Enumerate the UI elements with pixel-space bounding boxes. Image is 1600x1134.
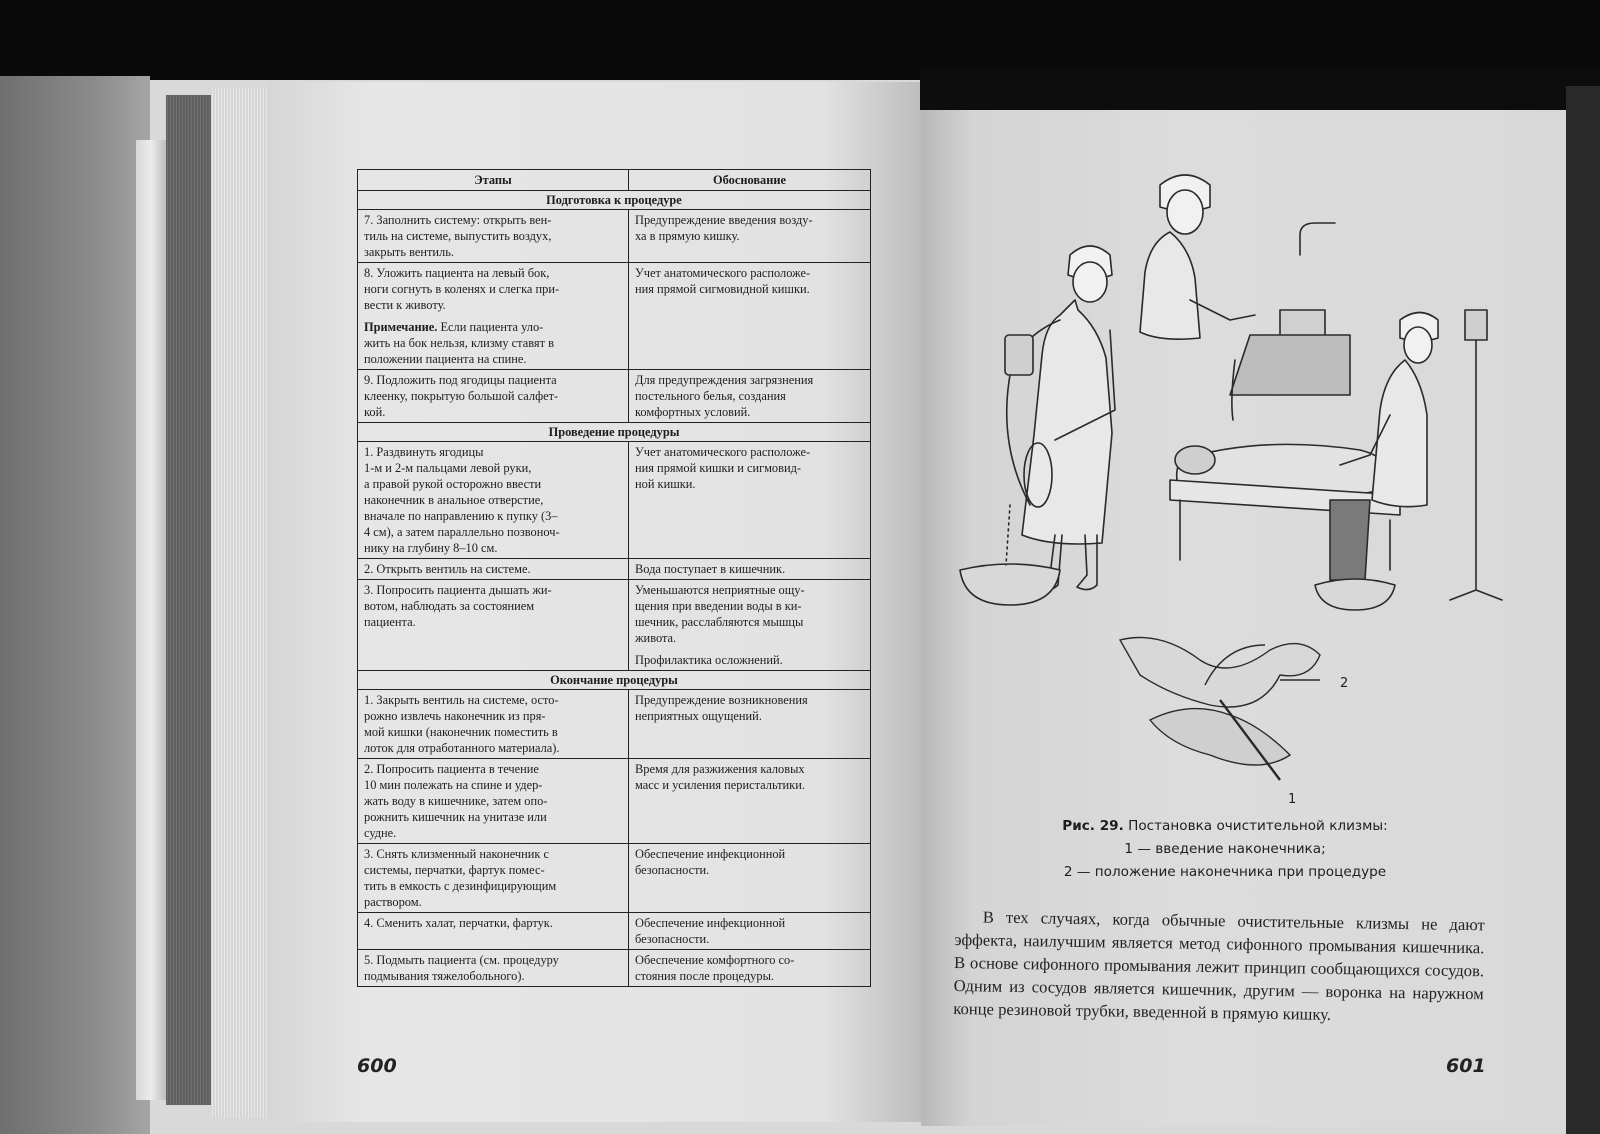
note-line: жить на бок нельзя, клизму ставят в	[364, 336, 554, 350]
stage-line: жать воду в кишечнике, затем опо-	[364, 794, 548, 808]
table-row	[358, 759, 871, 844]
table-row	[358, 913, 871, 950]
rationale-line: щения при введении воды в ки-	[635, 599, 802, 613]
rationale-cell	[629, 690, 871, 759]
table-row	[358, 370, 871, 423]
stage-line: 1. Раздвинуть ягодицы	[364, 445, 484, 459]
caption-line-1: 1 — введение наконечника;	[1124, 841, 1326, 857]
stage-cell	[358, 913, 629, 950]
stage-cell	[358, 844, 629, 913]
rationale-line: Обеспечение комфортного со-	[635, 953, 795, 967]
table-row	[358, 950, 871, 987]
rationale-line: Предупреждение введения возду-	[635, 213, 813, 227]
stage-line: тиль на системе, выпустить воздух,	[364, 229, 552, 243]
rationale-line: масс и усиления перистальтики.	[635, 778, 805, 792]
body-paragraph	[953, 905, 1485, 1028]
rationale-cell	[629, 559, 871, 580]
rationale-line: Профилактика осложнений.	[635, 653, 783, 667]
rationale-line: шечник, расслабляются мышцы	[635, 615, 804, 629]
stage-cell	[358, 370, 629, 423]
body-paragraph-text: В тех случаях, когда обычные очистительные клизмы не дают эффекта, наилучшим является метод сифонного промывания кишечника. В основе сифонного промывания лежит принцип сообщающихся сосудов. Одним из сосудов является кишечник, другим — воронка на наружном конце резиновой трубки, введенной в прямую кишку.	[953, 907, 1485, 1024]
stage-line: 2. Открыть вентиль на системе.	[364, 562, 531, 576]
stage-cell	[358, 759, 629, 844]
stage-line: 8. Уложить пациента на левый бок,	[364, 266, 550, 280]
book-spine-strip	[136, 140, 166, 1100]
figure-caption	[1000, 815, 1450, 884]
stage-cell	[358, 580, 629, 671]
rationale-line: ха в прямую кишку.	[635, 229, 740, 243]
table-row	[358, 844, 871, 913]
stage-cell	[358, 263, 629, 370]
table-row	[358, 263, 871, 370]
caption-line-2: 2 — положение наконечника при процедуре	[1063, 864, 1387, 880]
stage-line: кой.	[364, 405, 386, 419]
stage-line: рожнить кишечник на унитазе или	[364, 810, 547, 824]
table-section-title: Подготовка к процедуре	[358, 191, 871, 210]
rationale-cell	[629, 950, 871, 987]
rationale-cell	[629, 759, 871, 844]
table-row	[358, 690, 871, 759]
stage-line: системы, перчатки, фартук помес-	[364, 863, 545, 877]
stage-line: 10 мин полежать на спине и удер-	[364, 778, 543, 792]
stage-line: 1-м и 2-м пальцами левой руки,	[364, 461, 532, 475]
rationale-cell	[629, 442, 871, 559]
stage-line: а правой рукой осторожно ввести	[364, 477, 542, 491]
rationale-line: Для предупреждения загрязнения	[635, 373, 814, 387]
stage-cell	[358, 210, 629, 263]
rationale-line: стояния после процедуры.	[635, 969, 774, 983]
table-row	[358, 210, 871, 263]
stage-line: 3. Попросить пациента дышать жи-	[364, 583, 552, 597]
rationale-line: постельного белья, создания	[635, 389, 786, 403]
stage-line: 7. Заполнить систему: открыть вен-	[364, 213, 552, 227]
stage-line: судне.	[364, 826, 397, 840]
table-section-title: Окончание процедуры	[358, 671, 871, 690]
stage-line: 2. Попросить пациента в течение	[364, 762, 539, 776]
background-right-edge	[1566, 86, 1600, 1134]
stage-line: 4. Сменить халат, перчатки, фартук.	[364, 916, 553, 930]
stage-cell	[358, 950, 629, 987]
rationale-cell	[629, 913, 871, 950]
stage-cell	[358, 559, 629, 580]
rationale-line: безопасности.	[635, 863, 710, 877]
note-line: положении пациента на спине.	[364, 352, 527, 366]
stage-line: тить в емкость с дезинфицирующим	[364, 879, 557, 893]
caption-title-bold: Рис. 29.	[1062, 818, 1124, 834]
stage-cell	[358, 690, 629, 759]
rationale-cell	[629, 370, 871, 423]
anatomy-inset	[1120, 638, 1320, 781]
rationale-line: безопасности.	[635, 932, 710, 946]
rationale-cell	[629, 844, 871, 913]
stage-line: вотом, наблюдать за состоянием	[364, 599, 535, 613]
rationale-line: Обеспечение инфекционной	[635, 916, 786, 930]
rationale-line: Обеспечение инфекционной	[635, 847, 786, 861]
page-number-left: 600	[357, 1055, 397, 1077]
stage-line: 9. Подложить под ягодицы пациента	[364, 373, 557, 387]
book-cover-edge	[166, 95, 211, 1105]
rationale-line: ния прямой кишки и сигмовид-	[635, 461, 802, 475]
note-first-line	[364, 319, 622, 335]
patient-figure	[1170, 444, 1400, 610]
stage-line: 1. Закрыть вентиль на системе, осто-	[364, 693, 559, 707]
stage-line: клеенку, покрытую большой салфет-	[364, 389, 559, 403]
stage-line: 3. Снять клизменный наконечник с	[364, 847, 550, 861]
rationale-line: Предупреждение возникновения	[635, 693, 808, 707]
rationale-line: Учет анатомического расположе-	[635, 445, 811, 459]
note-label: Примечание.	[364, 320, 438, 334]
caption-title-rest: Постановка очистительной клизмы:	[1123, 818, 1388, 834]
enema-illustration	[950, 160, 1510, 810]
nurse-left-figure	[960, 246, 1115, 605]
stage-cell	[358, 442, 629, 559]
table-header-rationale: Обоснование	[629, 170, 871, 191]
table-row	[358, 559, 871, 580]
rationale-line: комфортных условий.	[635, 405, 751, 419]
table-row	[358, 580, 871, 671]
rationale-line: ной кишки.	[635, 477, 696, 491]
stage-line: мой кишки (наконечник поместить в	[364, 725, 558, 739]
stage-line: наконечник в анальное отверстие,	[364, 493, 544, 507]
rationale-line: ния прямой сигмовидной кишки.	[635, 282, 810, 296]
stage-line: вести к животу.	[364, 298, 446, 312]
rationale-line: живота.	[635, 631, 677, 645]
stage-line: подмывания тяжелобольного).	[364, 969, 525, 983]
stage-line: 4 см), а затем параллельно позвоноч-	[364, 525, 560, 539]
rationale-cell	[629, 580, 871, 671]
rationale-cell	[629, 263, 871, 370]
rationale-cell	[629, 210, 871, 263]
book-page-stack	[211, 88, 269, 1118]
background-top-right	[920, 70, 1600, 110]
rationale-line: Вода поступает в кишечник.	[635, 562, 786, 576]
stage-line: пациента.	[364, 615, 416, 629]
rationale-line: Уменьшаются неприятные ощу-	[635, 583, 805, 597]
table-header-stages: Этапы	[358, 170, 629, 191]
stage-line: закрыть вентиль.	[364, 245, 454, 259]
background-top	[0, 0, 1600, 80]
stage-line: ноги согнуть в коленях и слегка при-	[364, 282, 560, 296]
background-shadow	[0, 76, 150, 1134]
stage-line: нику на глубину 8–10 см.	[364, 541, 498, 555]
stage-line: 5. Подмыть пациента (см. процедуру	[364, 953, 559, 967]
stage-line: лоток для отработанного материала).	[364, 741, 560, 755]
stage-line: раствором.	[364, 895, 422, 909]
note-line: Если пациента уло-	[440, 320, 544, 334]
stage-line: рожно извлечь наконечник из пря-	[364, 709, 546, 723]
nurse-center-figure	[1140, 175, 1350, 420]
figure-label-1: 1	[1288, 792, 1297, 807]
table-row	[358, 442, 871, 559]
figure-label-2: 2	[1340, 676, 1349, 691]
procedure-table	[357, 169, 871, 987]
rationale-line: неприятных ощущений.	[635, 709, 762, 723]
page-number-right: 601	[1446, 1055, 1486, 1077]
table-section-title: Проведение процедуры	[358, 423, 871, 442]
rationale-line: Учет анатомического расположе-	[635, 266, 811, 280]
rationale-line: Время для разжижения каловых	[635, 762, 805, 776]
stage-line: вначале по направлению к пупку (3–	[364, 509, 558, 523]
